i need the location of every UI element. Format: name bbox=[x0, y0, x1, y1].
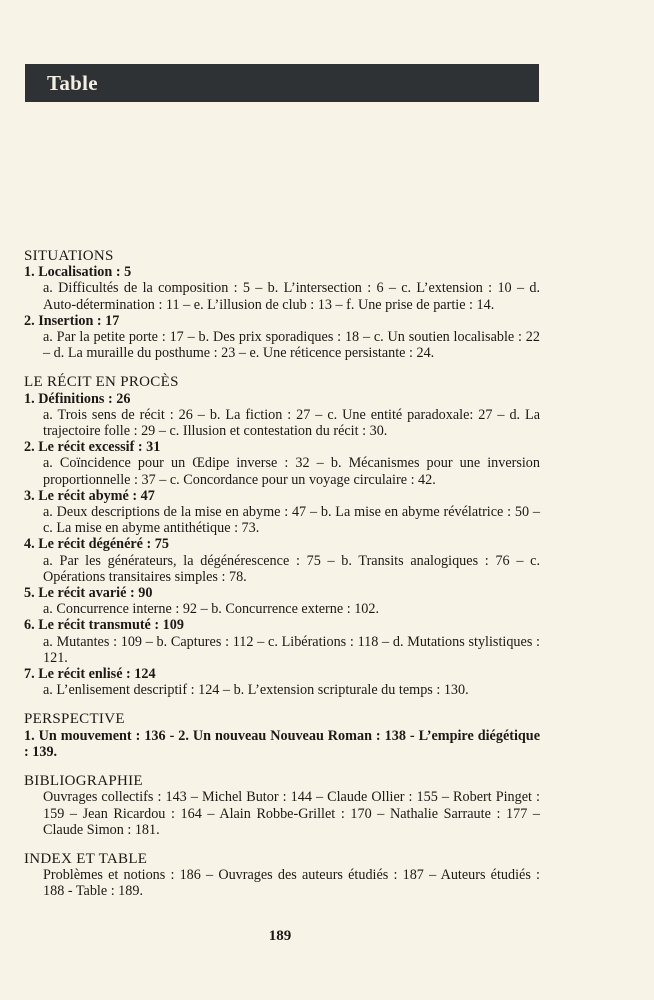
chapter-detail: a. Deux descriptions de la mise en abyme : 47 – b. La mise en abyme révélatrice : 50 – c. La mise en abyme antithétique : 73. bbox=[43, 504, 540, 537]
chapter-detail: a. Mutantes : 109 – b. Captures : 112 – c. Libérations : 118 – d. Mutations stylistiques : 121. bbox=[43, 633, 540, 666]
section-entries: Problèmes et notions : 186 – Ouvrages des auteurs étudiés : 187 – Auteurs étudiés : 188 - Table : 189. bbox=[43, 867, 540, 900]
section-title: BIBLIOGRAPHIE bbox=[24, 773, 143, 790]
section-situations bbox=[24, 248, 540, 361]
section-perspective bbox=[24, 711, 540, 760]
chapter-detail: a. Trois sens de récit : 26 – b. La fiction : 27 – c. Une entité paradoxale: 27 – d. La trajectoire folle : 29 – c. Illusion et contestation du récit : 30. bbox=[43, 406, 540, 440]
chapter-detail: a. Par les générateurs, la dégénérescence : 75 – b. Transits analogiques : 76 – c. Opérations transitaires simples : 78. bbox=[43, 552, 540, 585]
chapter-detail: a. L’enlisement descriptif : 124 – b. L’extension scripturale du temps : 130. bbox=[43, 682, 469, 699]
page-title: Table bbox=[47, 71, 98, 95]
section-title: INDEX ET TABLE bbox=[24, 850, 148, 867]
section-entries: 1. Un mouvement : 136 - 2. Un nouveau Nouveau Roman : 138 - L’empire diégétique : 139. bbox=[24, 727, 540, 760]
section-bibliographie bbox=[24, 773, 540, 838]
chapter-title: 3. Le récit abymé : 47 bbox=[24, 487, 155, 504]
chapter-title: 6. Le récit transmuté : 109 bbox=[24, 617, 184, 634]
section-title: SITUATIONS bbox=[24, 248, 114, 264]
section-recit bbox=[24, 374, 540, 698]
chapter-title: 2. Le récit excessif : 31 bbox=[24, 439, 161, 456]
page-number: 189 bbox=[268, 928, 292, 944]
chapter-title: 7. Le récit enlisé : 124 bbox=[24, 666, 156, 683]
chapter-detail: a. Difficultés de la composition : 5 – b. L’intersection : 6 – c. L’extension : 10 – d. Auto-détermination : 11 – e. L’illusion de club : 13 – f. Une prise de partie : 14. bbox=[43, 280, 540, 313]
table-of-contents bbox=[24, 248, 540, 900]
chapter-title: 1. Localisation : 5 bbox=[24, 264, 132, 281]
chapter-title: 2. Insertion : 17 bbox=[24, 312, 120, 329]
chapter-detail: a. Coïncidence pour un Œdipe inverse : 32 – b. Mécanismes pour une inversion proportionnelle : 37 – c. Concordance pour un voyage circulaire : 42. bbox=[43, 455, 540, 488]
chapter-title: 1. Définitions : 26 bbox=[24, 390, 131, 407]
chapter-title: 4. Le récit dégénéré : 75 bbox=[24, 536, 169, 553]
section-index bbox=[24, 851, 540, 900]
section-title: PERSPECTIVE bbox=[24, 711, 125, 728]
chapter-detail: a. Concurrence interne : 92 – b. Concurrence externe : 102. bbox=[43, 601, 380, 618]
title-banner bbox=[25, 64, 539, 102]
chapter-title: 5. Le récit avarié : 90 bbox=[24, 585, 153, 602]
section-title: LE RÉCIT EN PROCÈS bbox=[24, 374, 179, 391]
section-entries: Ouvrages collectifs : 143 – Michel Butor : 144 – Claude Ollier : 155 – Robert Pinget : 159 – Jean Ricardou : 164 – Alain Robbe-Grillet : 170 – Nathalie Sarraute : 177 – Claude Simon : 181. bbox=[43, 789, 540, 838]
chapter-detail: a. Par la petite porte : 17 – b. Des prix sporadiques : 18 – c. Un soutien localisable : 22 – d. La muraille du posthume : 23 – e. Une réticence persistante : 24. bbox=[43, 329, 540, 362]
